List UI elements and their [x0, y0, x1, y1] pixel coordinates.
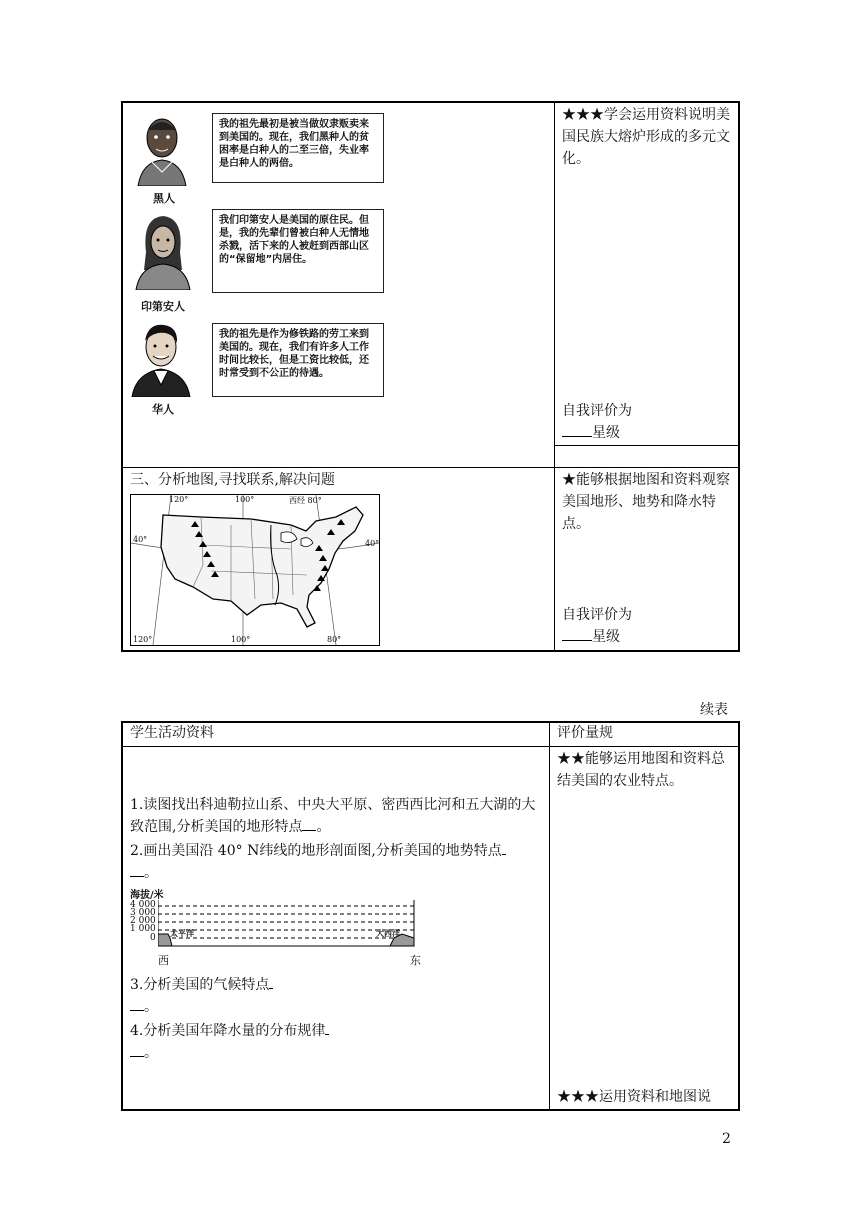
profile-ylabel: 海拔/米 [130, 890, 164, 901]
caption-native: 印第安人 [141, 300, 185, 313]
map-label-west80: 西经 80° [289, 496, 322, 505]
chinese-man-portrait [128, 315, 194, 401]
q4-text: 4.分析美国年降水量的分布规律 [130, 1023, 326, 1039]
question-1 [130, 794, 542, 838]
question-4 [130, 1020, 542, 1064]
map-label-100-top: 100° [235, 495, 255, 504]
map-label-40-left: 40° [133, 535, 148, 544]
stars: ★★★ [557, 1089, 599, 1105]
header-left: 学生活动资料 [130, 725, 214, 741]
self-eval-blank-1 [562, 422, 620, 444]
unit: 星级 [592, 425, 620, 441]
tick-2000: 2 000 [130, 916, 156, 926]
native-american-portrait [132, 212, 194, 294]
profile-east: 东 [410, 954, 421, 967]
eval-criterion-3 [557, 748, 735, 792]
criterion-text: 运用资料和地图说 [599, 1089, 711, 1105]
stars: ★ [562, 472, 576, 488]
criterion-text: 能够根据地图和资料观察美国地形、地势和降水特点。 [562, 472, 730, 532]
caption-black: 黑人 [153, 192, 175, 205]
criterion-text: 能够运用地图和资料总结美国的农业特点。 [557, 751, 725, 789]
continued-label: 续表 [700, 702, 728, 718]
speech-bubble-3 [212, 323, 384, 397]
self-eval-label-1: 自我评价为 [562, 403, 632, 419]
criterion-text: 学会运用资料说明美国民族大熔炉形成的多元文化。 [562, 107, 730, 167]
speech-bubble-2 [212, 209, 384, 293]
eval-criterion-1 [562, 104, 734, 170]
stars: ★★ [557, 751, 585, 767]
end-mark: 。 [316, 819, 331, 835]
speech-bubble-1 [212, 113, 384, 183]
map-label-80-bot: 80° [327, 635, 342, 644]
question-3 [130, 974, 542, 1018]
self-eval-label-2: 自我评价为 [562, 607, 632, 623]
map-label-40-right: 40° [365, 539, 380, 548]
self-eval-blank-2 [562, 626, 620, 648]
tick-1000: 1 000 [130, 924, 156, 934]
page-number: 2 [722, 1131, 731, 1147]
tick-0: 0 [150, 933, 156, 943]
eval-criterion-4 [557, 1086, 737, 1108]
eval-criterion-2 [562, 469, 734, 535]
black-man-portrait [134, 110, 190, 190]
q1-text: 1.读图找出科迪勒拉山系、中央大平原、密西西比河和五大湖的大致范围,分析美国的地形特点 [130, 797, 536, 835]
terrain-profile-chart [130, 886, 430, 968]
quote-text: 我的祖先最初是被当做奴隶贩卖来到美国的。现在，我们黑种人的贫困率是白种人的二至三倍，失业率是白种人的两倍。 [219, 119, 369, 169]
section-3-title: 三、分析地图,寻找联系,解决问题 [130, 472, 335, 488]
profile-west: 西 [158, 954, 169, 967]
tick-3000: 3 000 [130, 908, 156, 918]
profile-pacific: 太平洋 [170, 928, 194, 938]
tick-4000: 4 000 [130, 900, 156, 910]
map-label-100-bot: 100° [231, 635, 251, 644]
map-label-120-top: 120° [169, 495, 189, 504]
end-mark: 。 [144, 1045, 158, 1061]
q2-text: 2.画出美国沿 40° N纬线的地形剖面图,分析美国的地势特点 [130, 843, 502, 859]
end-mark: 。 [144, 999, 158, 1015]
usa-map [130, 494, 380, 646]
map-label-120-bot: 120° [133, 635, 153, 644]
header-right: 评价量规 [557, 725, 613, 741]
end-mark: 。 [144, 865, 158, 881]
unit: 星级 [592, 629, 620, 645]
profile-atlantic: 大西洋 [376, 928, 400, 938]
quote-text: 我们印第安人是美国的原住民。但是，我的先辈们曾被白种人无情地杀戮，活下来的人被赶到西部山区的“保留地”内居住。 [219, 215, 369, 265]
question-2 [130, 840, 542, 884]
q3-text: 3.分析美国的气候特点 [130, 977, 270, 993]
stars: ★★★ [562, 107, 604, 123]
caption-chinese: 华人 [152, 403, 174, 416]
quote-text: 我的祖先是作为修铁路的劳工来到美国的。现在，我们有许多人工作时间比较长，但是工资比较低，还时常受到不公正的待遇。 [219, 329, 369, 379]
